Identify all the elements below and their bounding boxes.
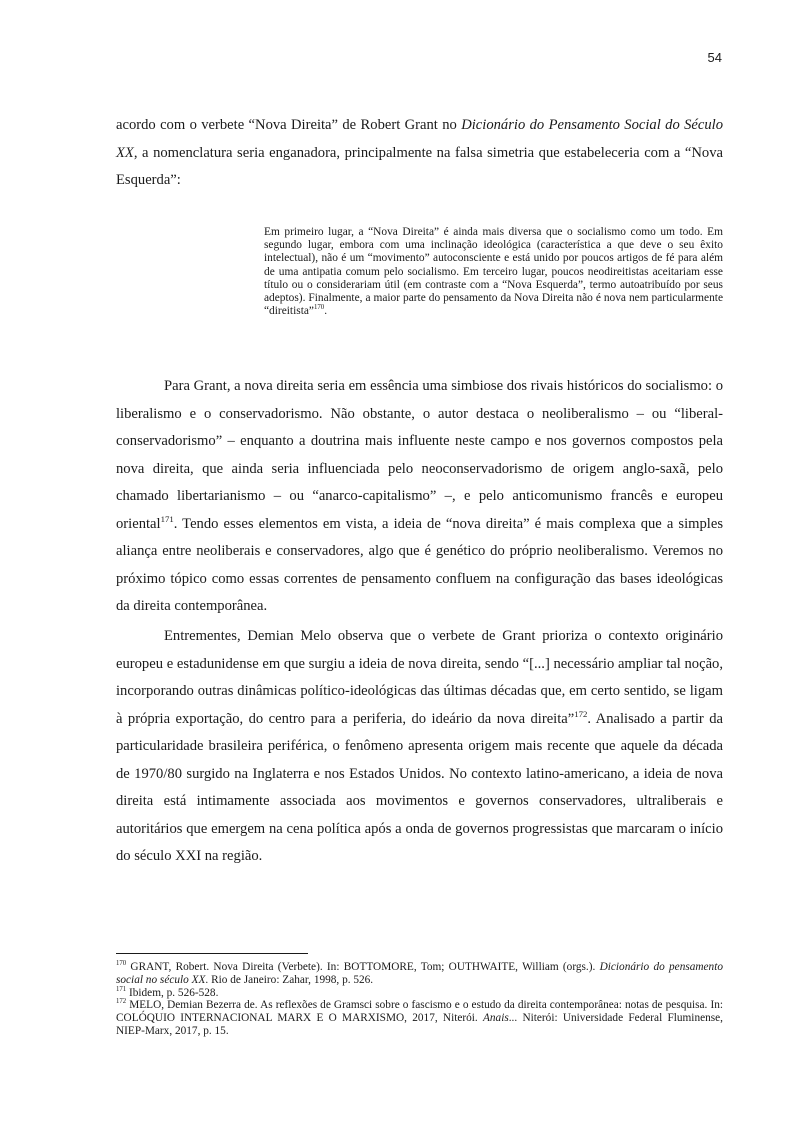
para1-text-2: . Tendo esses elementos em vista, a ideia de “nova direita” é mais complexa que a simples aliança entre neoliberais e conservadores, algo que é genético do próprio neoliberalismo. Veremos no próximo tópico como essas correntes de pensamento confluem na configuração das bases ideológicas da direita contemporânea. [116, 515, 723, 614]
body-paragraph-grant [116, 373, 723, 621]
body-paragraph-melo [116, 623, 723, 871]
intro-paragraph [116, 112, 723, 195]
para2-text-1: Entrementes, Demian Melo observa que o verbete de Grant prioriza o contexto originário europeu e estadunidense em que surgiu a ideia de nova direita, sendo “[...] necessário ampliar tal noção, incorporando outras dinâmicas político-ideológicas das últimas décadas que, em certo sentido, se ligam à própria exportação, do centro para a periferia, do ideário da nova direita” [116, 628, 723, 727]
footnote-170-text-1: GRANT, Robert. Nova Direita (Verbete). In: BOTTOMORE, Tom; OUTHWAITE, William (orgs.). [126, 961, 600, 973]
page-number: 54 [707, 50, 722, 65]
footnote-number-171: 171 [116, 985, 127, 993]
quote-end: . [324, 305, 328, 318]
footnote-ref-171[interactable]: 171 [160, 513, 174, 524]
intro-text-1: acordo com o verbete “Nova Direita” de Robert Grant no [116, 117, 462, 133]
intro-dictionary-title: Dicionário do Pensamento Social do Século XX [116, 117, 724, 161]
intro-text-2: , a nomenclatura seria enganadora, principalmente na falsa simetria que estabeleceria com a “Nova Esquerda”: [116, 144, 723, 188]
footnote-170-title: Dicionário do pensamento social no século XX [116, 961, 723, 986]
footnote-171-text: Ibidem, p. 526-528. [126, 986, 219, 999]
block-quote [264, 226, 723, 318]
footnote-170 [116, 961, 723, 987]
footnote-172-text-2: ... Niterói: Universidade Federal Fluminense, NIEP-Marx, 2017, p. 15. [116, 1012, 723, 1037]
footnote-ref-172[interactable]: 172 [574, 708, 588, 719]
footnote-172-title: Anais [483, 1012, 509, 1025]
para2-text-2: . Analisado a partir da particularidade brasileira periférica, o fenômeno apresenta origem mais recente que aquele da década de 1970/80 surgido na Inglaterra e nos Estados Unidos. No contexto latino-americano, a ideia de nova direita está intimamente associada aos movimentos e governos conservadores, ultraliberais e autoritários que emergem na cena política após a onda de governos progressistas que marcaram o início do século XXI na região. [116, 710, 723, 864]
footnote-171 [116, 987, 723, 1000]
quote-text: Em primeiro lugar, a “Nova Direita” é ainda mais diversa que o socialismo como um todo. Em segundo lugar, embora com uma inclinação ideológica (característica a que deve o seu êxito intelectual), não é um “movimento” autoconsciente e está unido por poucos artigos de fé para além de uma antipatia comum pelo socialismo. Em terceiro lugar, poucos neodireitistas aceitariam esse título ou o considerariam útil (em contraste com a “Nova Esquerda”, termo autoatribuído por seus adeptos). Finalmente, a maior parte do pensamento da Nova Direita não é nova nem particularmente “direitista” [264, 226, 723, 318]
footnote-number-172: 172 [116, 998, 127, 1006]
footnote-separator [116, 953, 308, 954]
footnotes [116, 961, 723, 1038]
footnote-ref-170[interactable]: 170 [313, 304, 325, 312]
footnote-172 [116, 999, 723, 1037]
footnote-170-text-2: . Rio de Janeiro: Zahar, 1998, p. 526. [205, 973, 374, 986]
footnote-number-170: 170 [116, 960, 127, 968]
footnote-172-text-1: MELO, Demian Bezerra de. As reflexões de Gramsci sobre o fascismo e o estudo da direita contemporânea: notas de pesquisa. In: COLÓQUIO INTERNACIONAL MARX E O MARXISMO, 2017, Niterói. [116, 999, 723, 1025]
para1-text-1: Para Grant, a nova direita seria em essência uma simbiose dos rivais históricos do socialismo: o liberalismo e o conservadorismo. Não obstante, o autor destaca o neoliberalismo – ou “liberal-conservadorismo” – enquanto a doutrina mais influente neste campo e nos governos compostos pela nova direita, que ainda seria influenciada pelo neoconservadorismo de origem anglo-saxã, pelo chamado libertarianismo – ou “anarco-capitalismo” –, e pelo anticomunismo francês e europeu oriental [116, 378, 723, 532]
